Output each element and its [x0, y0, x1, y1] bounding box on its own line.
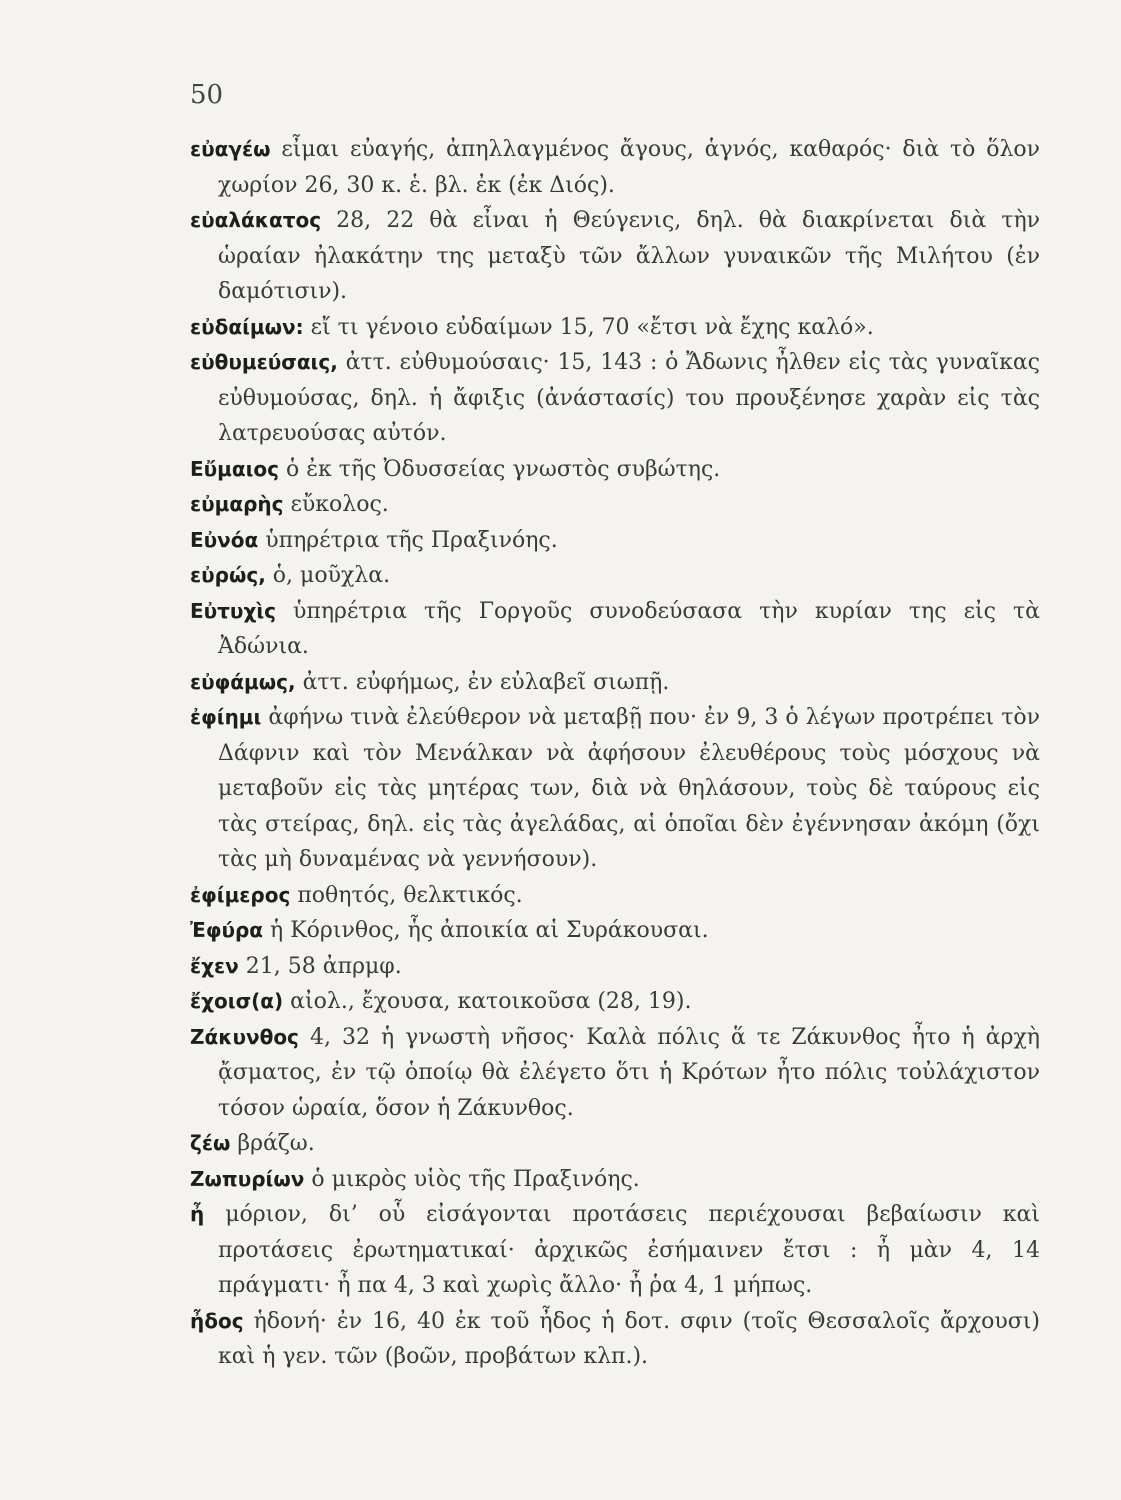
page-number: 50	[190, 80, 224, 110]
entry-headword: Εὐτυχὶς	[190, 598, 276, 623]
glossary-entry	[190, 1304, 1040, 1375]
entry-definition: ἀφήνω τινὰ ἐλεύθερον νὰ μεταβῇ που· ἐν 9, 3 ὁ λέγων προτρέπει τὸν Δάφνιν καὶ τὸν Μενάλκαν νὰ ἀφήσουν ἐλευθέρους τοὺς μόσχους νὰ μεταβοῦν εἰς τὰς μητέρας των, διὰ νὰ θηλάσουν, τοὺς δὲ ταύρους εἰς τὰς στείρας, δηλ. εἰς τὰς ἀγελάδας, αἱ ὁποῖαι δὲν ἐγέννησαν ἀκόμη (ὄχι τὰς μὴ δυναμένας νὰ γεννήσουν).	[218, 705, 1041, 872]
entry-headword: ζέω	[190, 1131, 231, 1155]
entry-definition: ὑπηρέτρια τῆς Πραξινόης.	[265, 527, 558, 553]
glossary-entry	[190, 1020, 1040, 1127]
entry-definition: ἀττ. εὐφήμως, ἐν εὐλαβεῖ σιωπῇ.	[302, 669, 670, 695]
entry-headword: εὐφάμως,	[190, 669, 296, 694]
entry-definition: 21, 58 ἀπρμφ.	[245, 953, 402, 979]
entry-headword: Εὔμαιος	[190, 456, 280, 481]
entry-headword: εὐδαίμων:	[190, 314, 304, 339]
glossary-entry	[190, 913, 1040, 949]
entry-definition: ἡδονή· ἐν 16, 40 ἐκ τοῦ ἦδος ἡ δοτ. σφιν (τοῖς Θεσσαλοῖς ἄρχουσι) καὶ ἡ γεν. τῶν (βοῶν, προβάτων κλπ.).	[218, 1308, 1040, 1369]
entry-definition: εὔκολος.	[290, 492, 389, 517]
glossary-entry	[190, 1197, 1040, 1304]
entry-headword: Ἐφύρα	[190, 918, 264, 942]
entry-headword: ἦ	[190, 1202, 205, 1226]
entry-definition: μόριον, δι’ οὗ εἰσάγονται προτάσεις περιέχουσαι βεβαίωσιν καὶ προτάσεις ἐρωτηματικαί· ἀρχικῶς ἐσήμαινεν ἔτσι : ἦ μὰν 4, 14 πράγματι· ἦ πα 4, 3 καὶ χωρὶς ἄλλο· ἦ ῥα 4, 1 μήπως.	[218, 1202, 1040, 1298]
entry-headword: εὐρώς,	[190, 563, 266, 587]
entry-definition: ποθητός, θελκτικός.	[297, 882, 523, 908]
glossary-entry	[190, 984, 1040, 1020]
entry-definition: ὁ ἐκ τῆς Ὀδυσσείας γνωστὸς συβώτης.	[286, 456, 721, 482]
entry-definition: ἡ Κόρινθος, ἧς ἀποικία αἱ Συράκουσαι.	[270, 918, 709, 943]
entry-headword: ἔχοισ(α)	[190, 989, 284, 1013]
entry-definition: 28, 22 θὰ εἶναι ἡ Θεύγενις, δηλ. θὰ διακρίνεται διὰ τὴν ὡραίαν ἠλακάτην της μεταξὺ τῶν ἄλλων γυναικῶν τῆς Μιλήτου (ἐν δαμότισιν).	[218, 208, 1041, 304]
entry-definition: ὁ μικρὸς υἱὸς τῆς Πραξινόης.	[311, 1166, 640, 1192]
entry-headword: ἐφίημι	[190, 705, 262, 729]
glossary-entry	[190, 345, 1040, 452]
entry-headword: εὐαλάκατος	[190, 208, 322, 232]
glossary-entry	[190, 700, 1040, 878]
entry-headword: Ζωπυρίων	[190, 1166, 305, 1191]
entry-headword: Εὐνόα	[190, 527, 259, 552]
glossary-entries	[190, 132, 1040, 1375]
entry-headword: ἦδος	[190, 1308, 244, 1333]
glossary-entry	[190, 452, 1040, 488]
entry-definition: εἶμαι εὐαγής, ἀπηλλαγμένος ἄγους, ἁγνός, καθαρός· διὰ τὸ ὅλον χωρίον 26, 30 κ. ἑ. βλ. ἐκ (ἐκ Διός).	[218, 137, 1041, 198]
entry-headword: εὐαγέω	[190, 137, 271, 161]
entry-headword: εὐμαρὴς	[190, 492, 284, 516]
entry-headword: ἔχεν	[190, 953, 239, 978]
entry-definition: εἴ τι γένοιο εὐδαίμων 15, 70 «ἔτσι νὰ ἔχης καλό».	[310, 314, 874, 340]
glossary-entry	[190, 949, 1040, 985]
entry-headword: εὐθυμεύσαις,	[190, 350, 338, 374]
glossary-entry	[190, 523, 1040, 559]
glossary-entry	[190, 1126, 1040, 1162]
entry-definition: ὑπηρέτρια τῆς Γοργοῦς συνοδεύσασα τὴν κυρίαν της εἰς τὰ Ἀδώνια.	[218, 598, 1040, 659]
glossary-entry	[190, 1162, 1040, 1198]
entry-definition: ἀττ. εὐθυμούσαις· 15, 143 : ὁ Ἄδωνις ἦλθεν εἰς τὰς γυναῖκας εὐθυμούσας, δηλ. ἡ ἄφιξις (ἀνάστασίς) του προυξένησε χαρὰν εἰς τὰς λατρευούσας αὐτόν.	[218, 350, 1040, 446]
entry-headword: Ζάκυνθος	[190, 1024, 299, 1049]
glossary-entry	[190, 310, 1040, 346]
glossary-entry	[190, 203, 1040, 310]
entry-definition: αἰολ., ἔχουσα, κατοικοῦσα (28, 19).	[290, 989, 692, 1014]
glossary-entry	[190, 594, 1040, 665]
entry-definition: ὁ, μοῦχλα.	[272, 563, 391, 588]
glossary-entry	[190, 878, 1040, 914]
glossary-entry	[190, 665, 1040, 701]
glossary-entry	[190, 487, 1040, 523]
entry-definition: βράζω.	[237, 1131, 315, 1156]
entry-definition: 4, 32 ἡ γνωστὴ νῆσος· Καλὰ πόλις ἅ τε Ζάκυνθος ἦτο ἡ ἀρχὴ ᾄσματος, ἐν τῷ ὁποίῳ θὰ ἐλέγετο ὅτι ἡ Κρότων ἦτο πόλις τοὐλάχιστον τόσον ὡραία, ὅσον ἡ Ζάκυνθος.	[218, 1024, 1040, 1121]
glossary-entry	[190, 132, 1040, 203]
entry-headword: ἐφίμερος	[190, 882, 291, 907]
glossary-entry	[190, 558, 1040, 594]
